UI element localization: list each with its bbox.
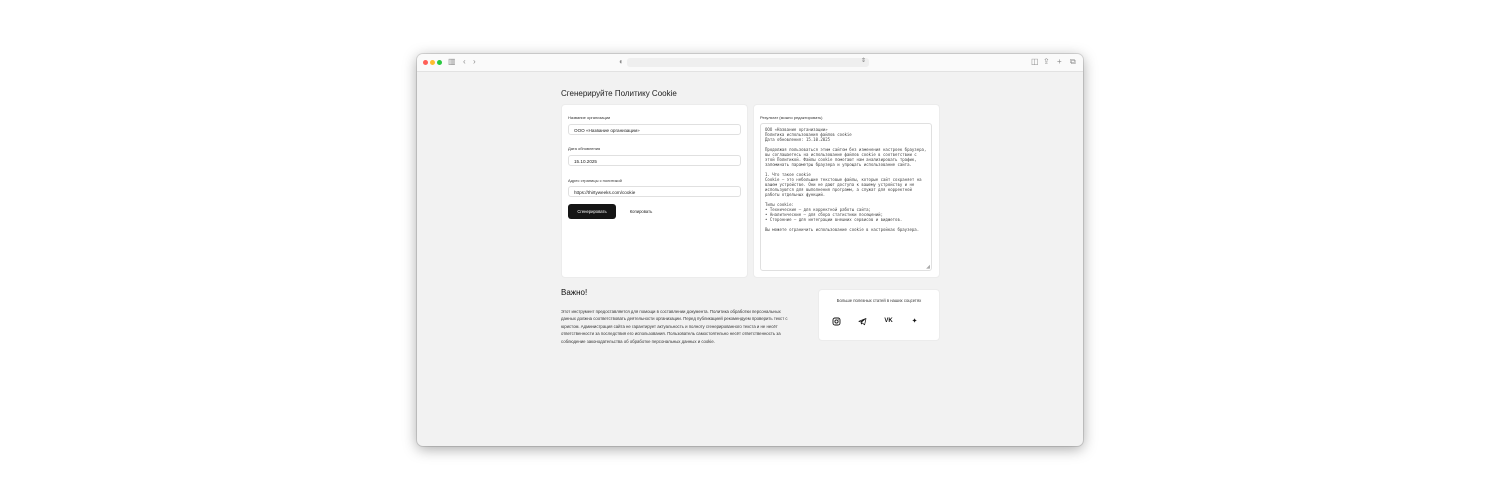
minimize-window-button[interactable] bbox=[430, 60, 435, 65]
forward-icon[interactable]: › bbox=[473, 57, 476, 66]
policy-url-label: Адрес страницы с политикой bbox=[568, 178, 622, 183]
warning-title: Важно! bbox=[561, 288, 588, 297]
warning-text: Этот инструмент предоставляется для помощи в составлении документа. Политика обработки персональных данных должна соответствовать деятельности организации. Перед публикацией рекомендуем проверить текст с юристом. Администрация сайта не гарантирует актуальность и полноту сгенерированного текста и не несёт ответственности за последствия его использования. Пользователь самостоятельно несёт ответственность за соблюдение законодательства об обработке персональных данных и cookie. bbox=[561, 309, 788, 344]
org-name-input[interactable]: ООО «Название организации» bbox=[568, 124, 741, 135]
telegram-icon[interactable] bbox=[855, 314, 870, 329]
extensions-icon[interactable]: ◫ bbox=[1031, 57, 1039, 66]
org-name-label: Название организации bbox=[568, 115, 611, 120]
maximize-window-button[interactable] bbox=[437, 60, 442, 65]
copy-button[interactable]: Копировать bbox=[622, 204, 660, 219]
update-date-input[interactable]: 15.10.2025 bbox=[568, 155, 741, 166]
tab-overview-icon[interactable]: ⧉ bbox=[1070, 57, 1076, 66]
page-content bbox=[417, 72, 1083, 446]
sparkle-icon[interactable]: ✦ bbox=[911, 318, 918, 325]
generate-button[interactable]: Сгенерировать bbox=[568, 204, 616, 219]
new-tab-icon[interactable]: + bbox=[1057, 57, 1062, 66]
address-bar-options-icon[interactable]: ⇕ bbox=[860, 58, 866, 64]
sidebar-toggle-icon[interactable]: ▥ bbox=[448, 57, 456, 66]
close-window-button[interactable] bbox=[423, 60, 428, 65]
browser-window bbox=[417, 54, 1083, 446]
browser-toolbar bbox=[417, 54, 1083, 72]
page-title: Сгенерируйте Политику Cookie bbox=[561, 89, 677, 98]
social-card bbox=[818, 289, 940, 341]
instagram-icon[interactable] bbox=[829, 314, 844, 329]
generator-form-card bbox=[561, 104, 748, 278]
back-icon[interactable]: ‹ bbox=[463, 57, 466, 66]
site-info-icon[interactable]: ◐ bbox=[619, 57, 624, 66]
resize-handle-icon[interactable]: ◢ bbox=[926, 264, 930, 270]
update-date-label: Дата обновления bbox=[568, 146, 601, 151]
result-card bbox=[753, 104, 940, 278]
result-textarea[interactable] bbox=[760, 123, 932, 271]
result-text: ООО «Название организации» Политика использования файлов cookie Дата обновления: 15.10.2025 Продолжая пользоваться этим сайтом без изменения настроек браузера, вы соглашаетесь на использование файлов cookie в соответствии с этой Политикой. Файлы cookie помогают нам анализировать трафик, запоминать параметры браузера и упрощать использование сайта. 1. Что такое cookie Cookie — это небольшие текстовые файлы, которые сайт сохраняет на вашем устройстве. Они не дают доступа к вашему устройству и не используются для выполнения программ, а служат для корректной работы отдельных функций. Типы cookie: • Технические — для корректной работы сайта; • Аналитические — для сбора статистики посещений; • Сторонние — для интеграции внешних сервисов и виджетов. Вы можете ограничить использование cookie в настройках браузера. bbox=[765, 127, 927, 232]
vk-icon[interactable]: VK bbox=[884, 318, 893, 324]
share-icon[interactable]: ⇪ bbox=[1043, 57, 1050, 66]
address-bar[interactable] bbox=[627, 58, 869, 67]
result-label: Результат (можно редактировать) bbox=[760, 115, 823, 120]
policy-url-input[interactable]: https://thirtyweeks.com/cookie bbox=[568, 186, 741, 197]
social-title: Больше полезных статей в наших соцсетях bbox=[836, 298, 922, 303]
